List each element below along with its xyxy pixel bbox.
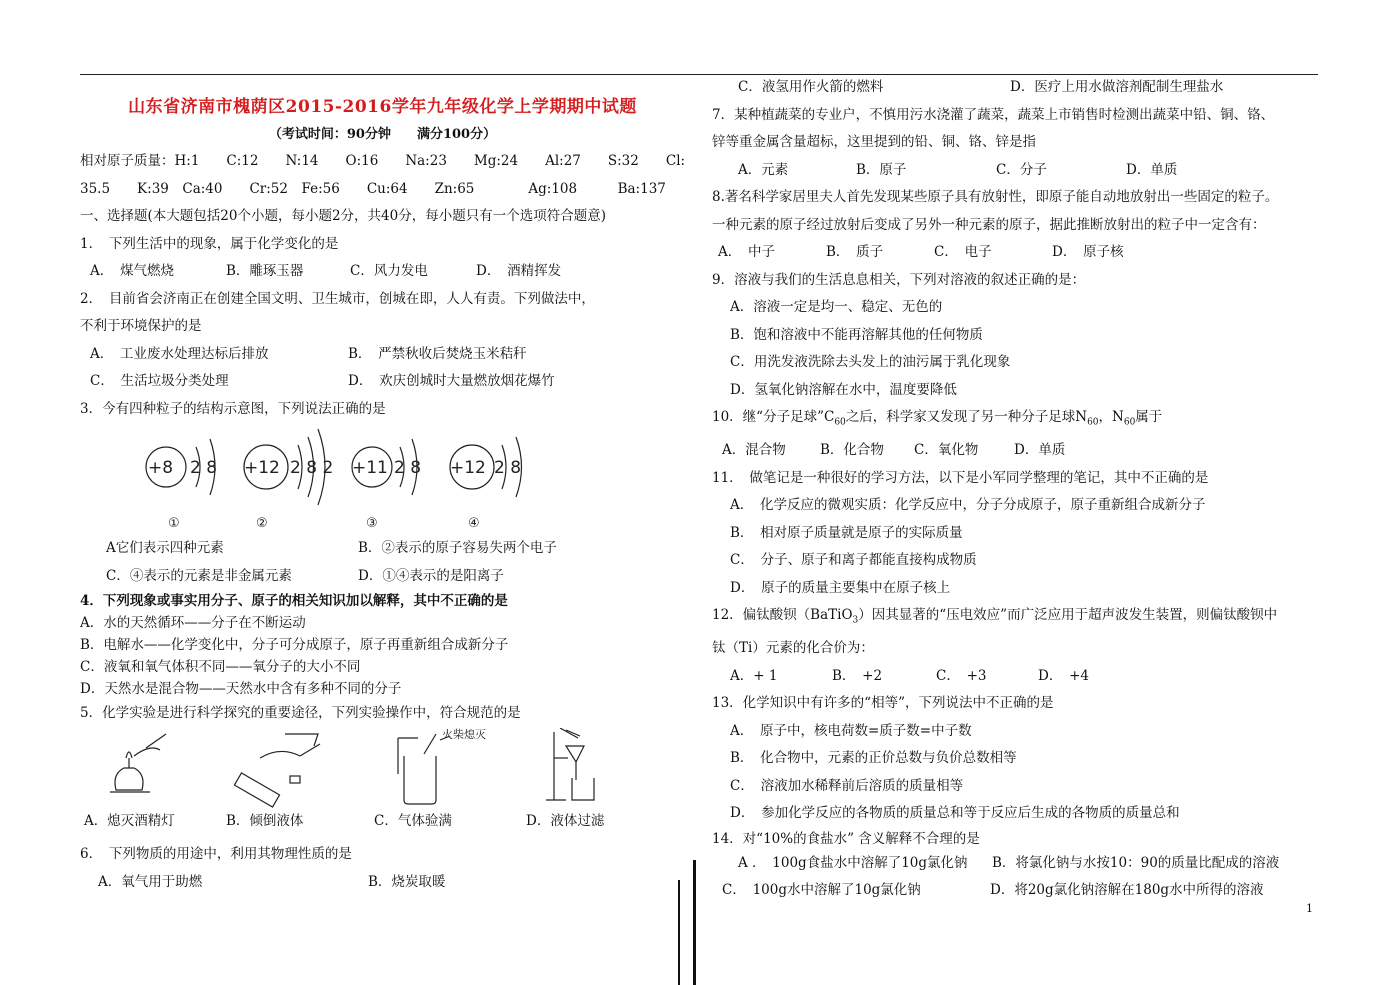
q7-options: [712, 157, 1322, 185]
q2-option-c: C． 生活垃圾分类处理: [90, 373, 229, 389]
q2-option-d: D． 欢庆创城时大量燃放烟花爆竹: [348, 373, 555, 389]
q12-sub: 3: [852, 615, 859, 626]
q1-option-c: C．风力发电: [350, 263, 428, 279]
q1-option-a: A． 煤气燃烧: [90, 263, 174, 279]
q8-stem-2: 一种元素的原子经过放射后变成了另外一种元素的原子，据此推断放射出的粒子中一定含有：: [712, 216, 1266, 233]
q7-option-b: B．原子: [856, 161, 907, 178]
q7-option-d: D．单质: [1126, 161, 1178, 178]
section-heading: 一、选择题(本大题包括20个小题，每小题2分，共40分，每小题只有一个选项符合题意): [80, 208, 606, 224]
q3-option-d: D．①④表示的是阳离子: [358, 567, 504, 584]
q8-option-c: C． 电子: [934, 244, 992, 260]
q1-option-d: D． 酒精挥发: [476, 263, 562, 279]
q13-option-b: B． 化合物中，元素的正价总数与负价总数相等: [730, 750, 1017, 767]
q6-options-row-2: [712, 74, 1322, 102]
atom-3-nucleus: +11: [352, 458, 388, 478]
q13-option-d: D． 参加化学反应的各物质的质量总和等于反应后生成的各物质的质量总和: [730, 805, 1180, 822]
exam-info: （考试时间：90分钟 满分100分）: [268, 127, 497, 142]
q7-option-c: C．分子: [996, 161, 1047, 178]
q12-option-d: D． +4: [1038, 667, 1089, 684]
q4-option-d: D．天然水是混合物——天然水中含有多种不同的分子: [80, 681, 402, 697]
q6-option-a: A．氧气用于助燃: [98, 873, 203, 890]
q6-stem: 6． 下列物质的用途中，利用其物理性质的是: [80, 846, 352, 862]
match-out-note: 火柴熄灭: [442, 727, 486, 741]
atom-2-label: ②: [256, 516, 268, 531]
left-column: [80, 78, 685, 896]
q12-options: [712, 663, 1322, 691]
q11-option-b: B． 相对原子质量就是原子的实际质量: [730, 524, 963, 541]
q7-stem-2: 锌等重金属含量超标，这里提到的铅、铜、铬、锌是指: [712, 134, 1036, 150]
q12-option-c: C． +3: [936, 667, 987, 684]
q12-stem-1: [712, 602, 1322, 635]
q11-stem: 11． 做笔记是一种很好的学习方法，以下是小军同学整理的笔记，其中不正确的是: [712, 469, 1209, 486]
atom-4-label: ④: [468, 516, 480, 531]
q5-stem: 5．化学实验是进行科学探究的重要途径，下列实验操作中，符合规范的是: [80, 705, 521, 721]
q3-options-row-1: [80, 535, 685, 563]
q3-option-c: C．④表示的元素是非金属元素: [106, 567, 292, 584]
q5-option-a: A．熄灭酒精灯: [84, 812, 175, 829]
q8-option-b: B． 质子: [826, 244, 884, 260]
q7-option-a: A．元素: [738, 161, 789, 178]
q14-options-row-2: [712, 877, 1322, 905]
atom-3-label: ③: [366, 516, 378, 531]
q4-option-a: A．水的天然循环——分子在不断运动: [80, 615, 306, 631]
q10-stem-part-1: 10．继“分子足球”C: [712, 409, 835, 425]
q6-option-c: C．液氢用作火箭的燃料: [738, 79, 884, 95]
q2-option-b: B． 严禁秋收后焚烧玉米秸秆: [348, 345, 527, 362]
q14-option-b: B．将氯化钠与水按10：90的质量比配成的溶液: [992, 854, 1280, 871]
q12-option-a: A．+ 1: [730, 667, 778, 684]
atom-2-shells: 2 8 2: [290, 458, 334, 478]
page-title: 山东省济南市槐荫区2015-2016学年九年级化学上学期期中试题: [128, 97, 637, 117]
q9-option-d: D．氢氧化钠溶解在水中，温度要降低: [730, 381, 957, 398]
q13-stem: 13．化学知识中有许多的“相等”，下列说法中不正确的是: [712, 695, 1054, 712]
q7-stem-1: 7．某种植蔬菜的专业户，不慎用污水浇灌了蔬菜，蔬菜上市销售时检测出蔬菜中铅、铜、铬、: [712, 106, 1275, 123]
atom-1-nucleus: +8: [148, 458, 174, 478]
q10-option-d: D．单质: [1014, 442, 1066, 459]
q14-stem: 14．对“10%的食盐水” 含义解释不合理的是: [712, 830, 980, 847]
q10-sub-3: 60: [1123, 417, 1136, 428]
atom-4-nucleus: +12: [450, 458, 486, 478]
q10-stem-part-4: 属于: [1135, 409, 1163, 425]
atom-4-shells: 2 8: [494, 458, 522, 478]
q4-option-c: C．液氧和氧气体积不同——氧分子的大小不同: [80, 659, 361, 675]
q10-stem: [712, 404, 1322, 437]
q9-option-c: C．用洗发液洗除去头发上的油污属于乳化现象: [730, 354, 1011, 370]
q10-stem-part-3: ，N: [1098, 409, 1124, 425]
q10-stem-part-2: 之后，科学家又发现了另一种分子足球N: [845, 409, 1088, 425]
q2-stem-2: 不利于环境保护的是: [80, 318, 202, 334]
q12-stem-part-1: 12．偏钛酸钡（BaTiO: [712, 607, 853, 624]
q5-options: [80, 808, 685, 836]
q10-option-b: B．化合物: [820, 442, 884, 459]
q8-stem-1: 8.著名科学家居里夫人首先发现某些原子具有放射性，即原子能自动地放射出一些固定的粒子。: [712, 189, 1279, 205]
q14-option-d: D．将20g氯化钠溶解在180g水中所得的溶液: [990, 882, 1264, 899]
q10-options: [712, 437, 1322, 465]
q2-stem-1: 2． 目前省会济南正在创建全国文明、卫生城市，创城在即，人人有责。下列做法中，: [80, 290, 595, 307]
q8-option-d: D． 原子核: [1052, 244, 1124, 260]
q2-options-row-1: [80, 341, 685, 369]
q4-stem: 4．下列现象或事实用分子、原子的相关知识加以解释，其中不正确的是: [80, 593, 508, 609]
q4-option-b: B．电解水——化学变化中，分子可分成原子，原子再重新组合成新分子: [80, 637, 509, 653]
q1-option-b: B．雕琢玉器: [226, 263, 304, 279]
page-number: 1: [1306, 902, 1313, 915]
q13-option-a: A． 原子中，核电荷数=质子数=中子数: [730, 722, 972, 739]
q8-options: [712, 239, 1322, 267]
atom-3-shells: 2 8: [394, 458, 422, 478]
atom-structure-figure: [138, 423, 558, 535]
q6-option-d: D．医疗上用水做溶剂配制生理盐水: [1010, 79, 1224, 95]
right-column: [712, 74, 1322, 905]
q11-option-d: D． 原子的质量主要集中在原子核上: [730, 579, 951, 596]
q1-options: [80, 258, 685, 286]
q5-option-c: C．气体验满: [374, 812, 452, 829]
q5-option-b: B．倾倒液体: [226, 812, 304, 829]
q14-option-c: C． 100g水中溶解了10g氯化钠: [722, 882, 921, 899]
atomic-mass-line-1: 相对原子质量：H:1 C:12 N:14 O:16 Na:23 Mg:24 Al:27 S:32 Cl:: [80, 153, 686, 169]
q10-option-c: C．氧化物: [914, 442, 979, 459]
q5-option-d: D．液体过滤: [526, 812, 605, 829]
q9-option-b: B．饱和溶液中不能再溶解其他的任何物质: [730, 326, 983, 343]
q1-stem: 1． 下列生活中的现象，属于化学变化的是: [80, 235, 339, 252]
q6-option-b: B．烧炭取暖: [368, 873, 446, 890]
q9-option-a: A．溶液一定是均一、稳定、无色的: [730, 299, 943, 315]
center-bar-right: [693, 860, 696, 985]
q2-option-a: A． 工业废水处理达标后排放: [90, 345, 269, 362]
q10-sub-1: 60: [834, 417, 846, 428]
atom-1-shells: 2 8: [190, 458, 218, 478]
q9-stem: 9．溶液与我们的生活息息相关，下列对溶液的叙述正确的是：: [712, 271, 1086, 288]
q11-option-a: A． 化学反应的微观实质：化学反应中，分子分成原子，原子重新组合成新分子: [730, 497, 1206, 514]
q14-options-row-1: [712, 850, 1322, 878]
q10-sub-2: 60: [1087, 417, 1099, 428]
q12-option-b: B． +2: [832, 667, 883, 684]
q10-option-a: A．混合物: [722, 442, 786, 459]
q8-option-a: A． 中子: [718, 244, 775, 260]
q14-option-a: A ． 100g食盐水中溶解了10g氯化钠: [738, 854, 968, 871]
lab-operations-figure: [80, 728, 640, 808]
q13-option-c: C． 溶液加水稀释前后溶质的质量相等: [730, 777, 964, 794]
q11-option-c: C． 分子、原子和离子都能直接构成物质: [730, 552, 977, 569]
q3-option-b: B．②表示的原子容易失两个电子: [358, 540, 557, 556]
q6-options-row-1: [80, 869, 685, 897]
q3-options-row-2: [80, 563, 685, 591]
q3-option-a: A它们表示四种元素: [106, 540, 224, 556]
q12-stem-part-2: ）因其显著的“压电效应”而广泛应用于超声波发生装置，则偏钛酸钡中: [858, 607, 1278, 624]
atom-2-nucleus: +12: [244, 458, 280, 478]
atomic-mass-line-2: 35.5 K:39 Ca:40 Cr:52 Fe:56 Cu:64 Zn:65 Ag:108 Ba:137: [80, 180, 666, 197]
q3-stem: 3．今有四种粒子的结构示意图，下列说法正确的是: [80, 400, 386, 417]
atom-1-label: ①: [168, 516, 180, 531]
q12-stem-2: 钛（Ti）元素的化合价为：: [712, 640, 874, 657]
q2-options-row-2: [80, 368, 685, 396]
